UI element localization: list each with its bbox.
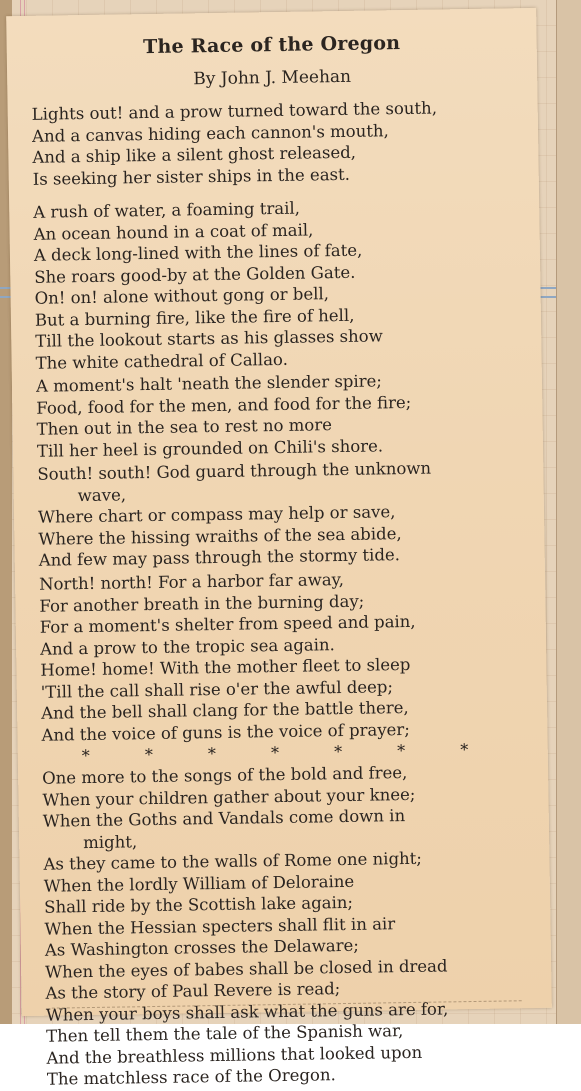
poem-line: South! south! God guard through the unknown bbox=[37, 458, 432, 484]
poem-line: Lights out! and a prow turned toward the south, bbox=[31, 98, 438, 124]
poem-line: When your boys shall ask what the guns are for, bbox=[45, 998, 449, 1025]
poem-line: Shall ride by the Scottish lake again; bbox=[44, 892, 354, 917]
poem-line: One more to the songs of the bold and free, bbox=[42, 763, 408, 788]
poem-line: A moment's halt 'neath the slender spire; bbox=[35, 371, 383, 396]
stanza-5 bbox=[39, 566, 540, 660]
poem-line: Food, food for the men, and food for the fire; bbox=[36, 392, 412, 418]
poem-line: An ocean hound in a coat of mail, bbox=[33, 219, 314, 244]
poem-title: The Race of the Oregon bbox=[142, 32, 401, 59]
poem-line: When your children gather about your knee; bbox=[42, 784, 416, 810]
poem-line: But a burning fire, like the fire of hell, bbox=[34, 305, 355, 330]
stanza-4 bbox=[37, 456, 539, 571]
newspaper-clipping bbox=[6, 8, 552, 1089]
poem-line: Where the hissing wraiths of the sea abide, bbox=[38, 523, 402, 549]
poem-line: And a canvas hiding each cannon's mouth, bbox=[31, 120, 389, 146]
poem-line: As the story of Paul Revere is read; bbox=[45, 979, 341, 1003]
poem-line: When the Goths and Vandals come down in bbox=[42, 806, 406, 831]
poem-line: A rush of water, a foaming trail, bbox=[33, 198, 301, 222]
poem-line: The matchless race of the Oregon. bbox=[46, 1065, 336, 1089]
poem-line: She roars good-by at the Golden Gate. bbox=[34, 262, 356, 287]
poem-line: As they came to the walls of Rome one night; bbox=[43, 848, 423, 874]
poem-line: A deck long-lined with the lines of fate, bbox=[33, 240, 363, 265]
poem-line: And a prow to the tropic sea again. bbox=[39, 634, 335, 659]
poem-line: Then out in the sea to rest no more bbox=[36, 415, 333, 439]
poem-line: For another breath in the burning day; bbox=[39, 591, 365, 616]
poem-line: Home! home! With the mother fleet to sleep bbox=[40, 654, 411, 680]
poem-line: And the bell shall clang for the battle there, bbox=[40, 697, 409, 723]
poem-line: And the breathless millions that looked upon bbox=[46, 1042, 423, 1068]
poem-line: When the eyes of babes shall be closed in dread bbox=[45, 955, 448, 982]
poem-line: Then tell them the tale of the Spanish war, bbox=[46, 1021, 404, 1046]
poem-line: The white cathedral of Callao. bbox=[35, 349, 288, 373]
poem-line: When the lordly William of Deloraine bbox=[43, 871, 355, 896]
stanza-7 bbox=[42, 760, 547, 1090]
poem-line: wave, bbox=[77, 484, 127, 505]
poem-line: North! north! For a harbor far away, bbox=[38, 569, 345, 594]
poem-line: And few may pass through the stormy tide. bbox=[38, 545, 401, 570]
poem-line: Till her heel is grounded on Chili's shore. bbox=[36, 435, 384, 461]
stanza-6 bbox=[40, 652, 541, 746]
poem-line: When the Hessian specters shall flit in air bbox=[44, 913, 396, 939]
poem-byline: By John J. Meehan bbox=[193, 66, 352, 90]
poem-line: Till the lookout starts as his glasses show bbox=[35, 326, 383, 351]
poem-line: 'Till the call shall rise o'er the awful deep; bbox=[40, 676, 394, 702]
poem-line: As Washington crosses the Delaware; bbox=[44, 935, 359, 960]
stanza-1 bbox=[32, 96, 533, 190]
poem-line: Where chart or compass may help or save, bbox=[37, 502, 396, 527]
stanza-2 bbox=[33, 194, 536, 374]
poem-line: On! on! alone without gong or bell, bbox=[34, 284, 330, 308]
poem-line: And a ship like a silent ghost released, bbox=[32, 142, 357, 167]
poem-line: For a moment's shelter from speed and pain, bbox=[39, 611, 416, 637]
page-edge-right bbox=[556, 0, 581, 1024]
poem-line: might, bbox=[83, 831, 138, 852]
stanza-3 bbox=[36, 368, 537, 462]
stanza-separator: * * * * * * * bbox=[81, 740, 469, 766]
poem-line: And the voice of guns is the voice of prayer; bbox=[41, 719, 410, 745]
poem-line: Is seeking her sister ships in the east. bbox=[32, 164, 351, 189]
